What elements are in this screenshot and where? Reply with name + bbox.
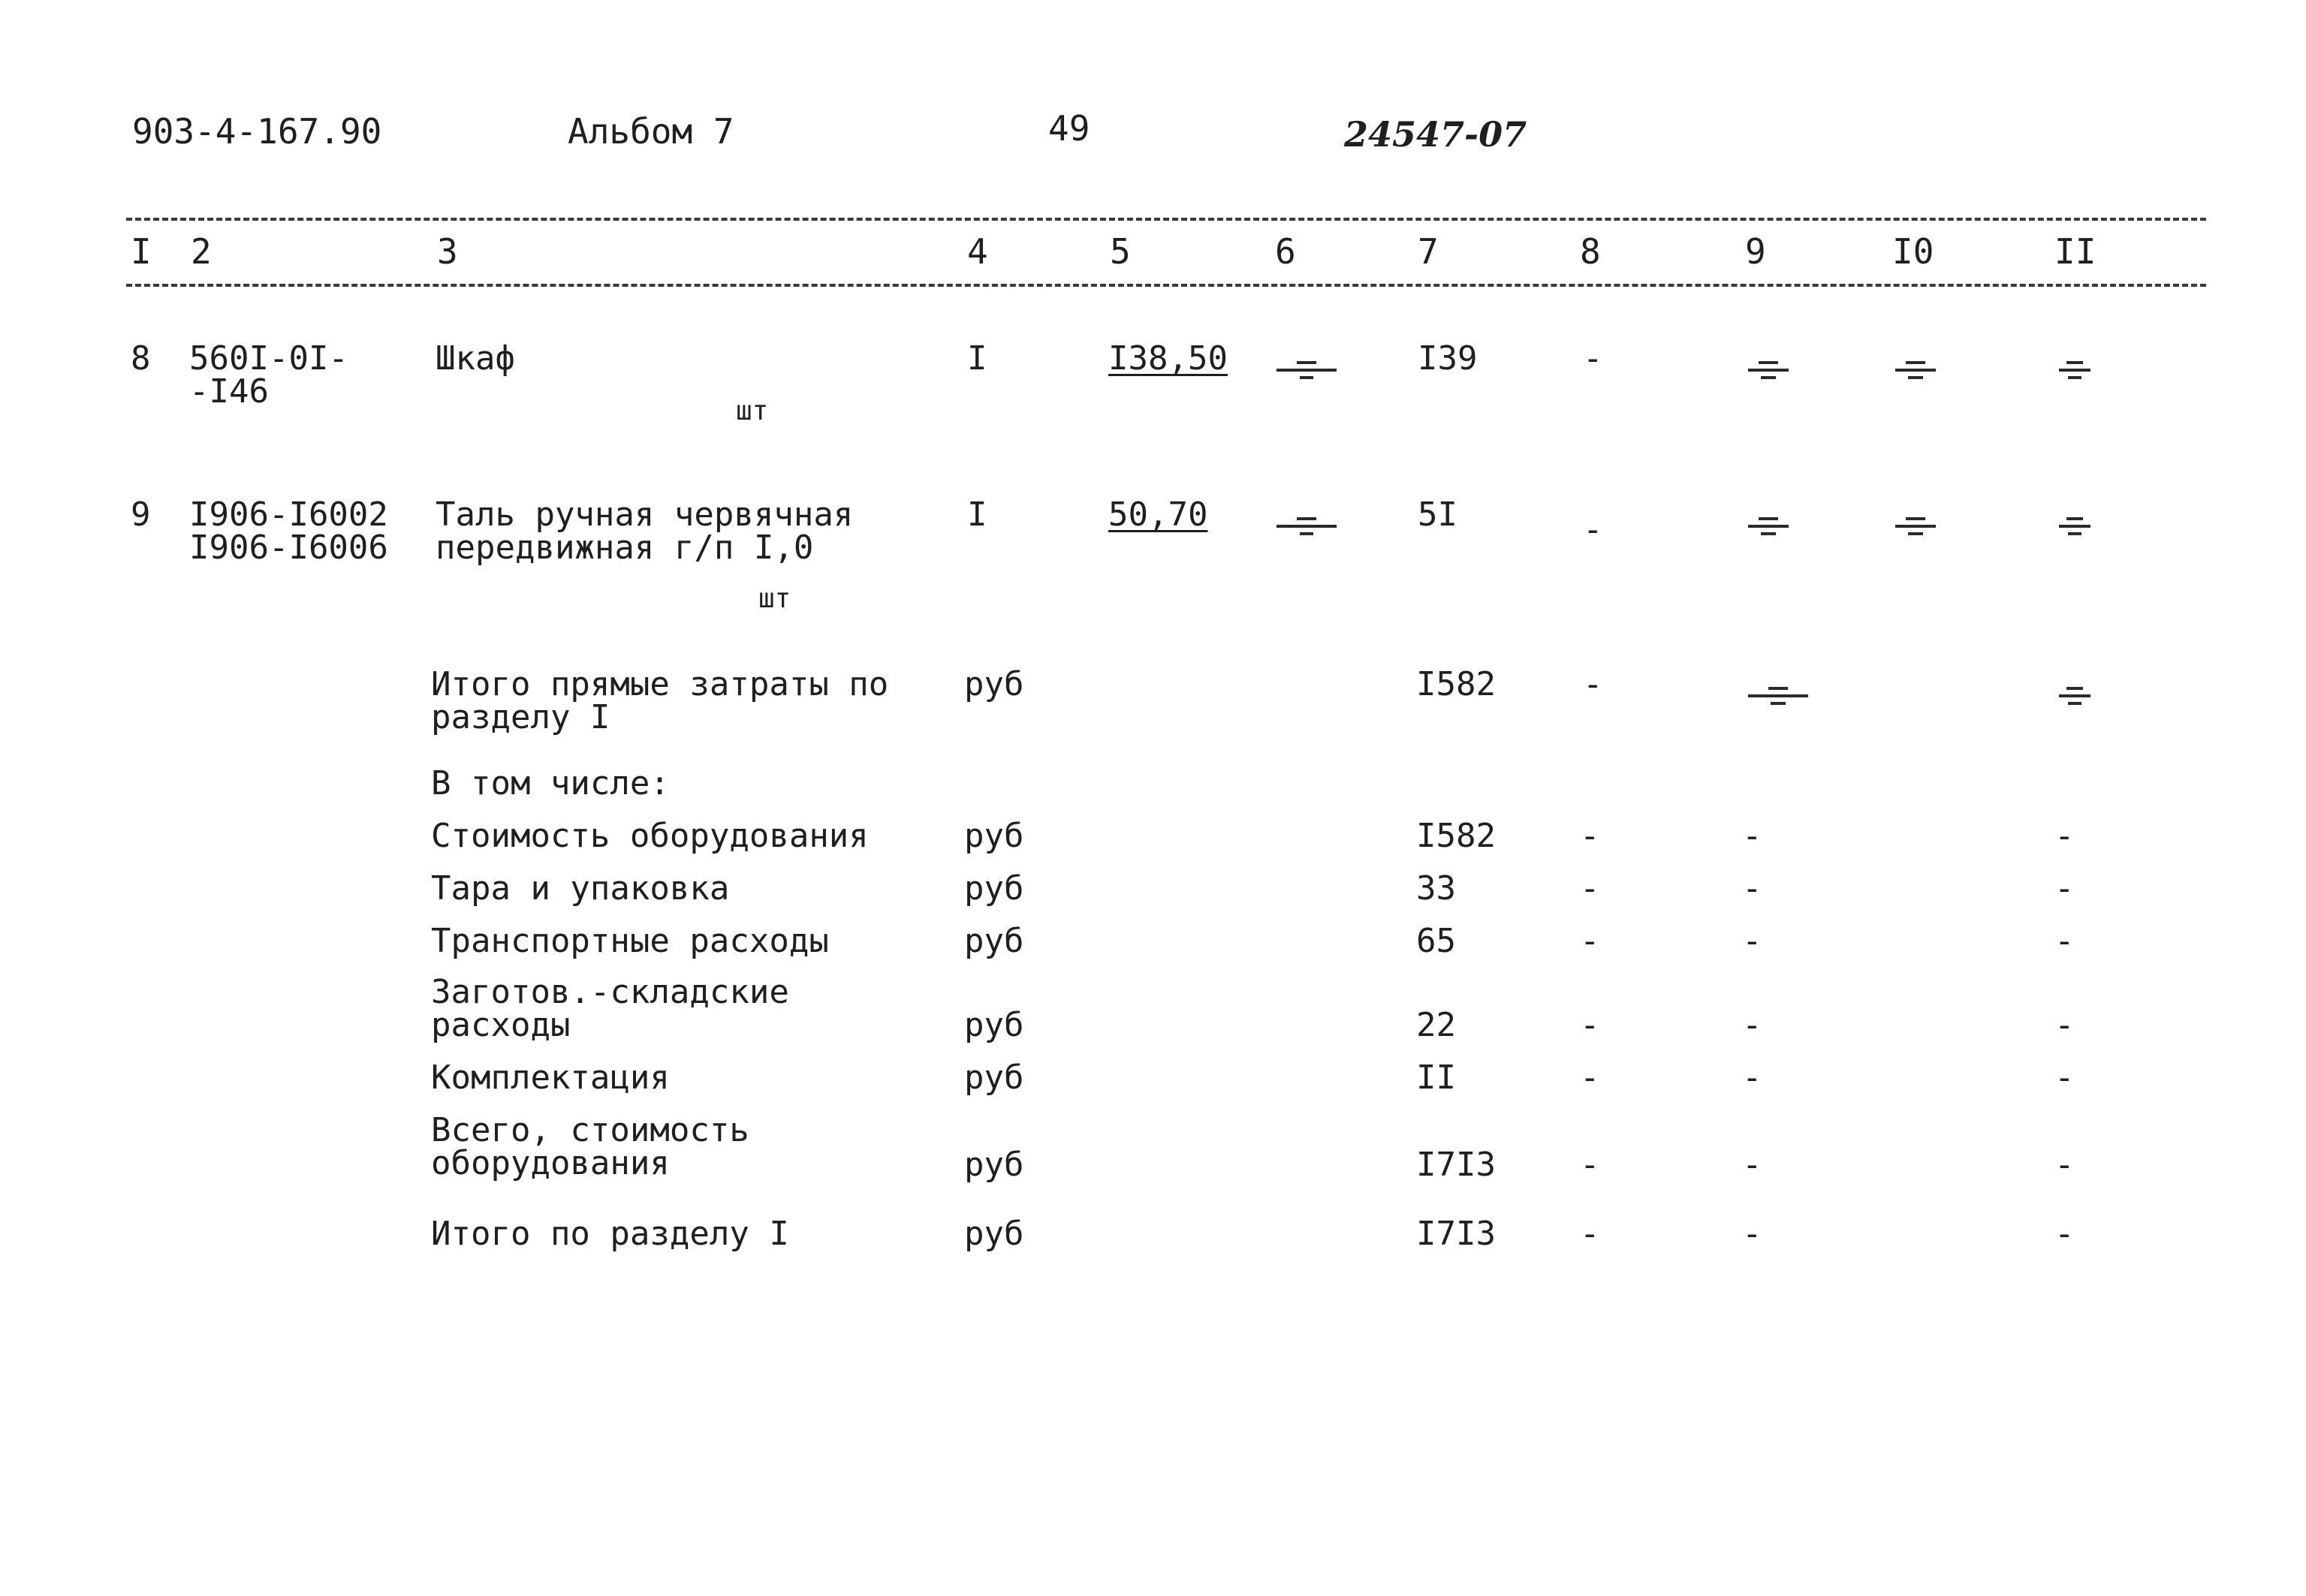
item-unit-price: I38,50 [1108, 339, 1228, 378]
table-top-rule [126, 218, 2206, 221]
column-header: I0 [1892, 231, 1934, 272]
empty-cell-dash: - [1742, 922, 1762, 960]
column-header: II [2054, 231, 2097, 272]
summary-label: разделу I [431, 698, 610, 736]
empty-cell-dash: - [1580, 817, 1600, 855]
summary-value: I7I3 [1416, 1215, 1496, 1253]
column-header: 5 [1110, 231, 1131, 272]
item-unit: шт [736, 396, 769, 426]
empty-cell-dash: - [1580, 922, 1600, 960]
document-code: 903-4-167.90 [132, 111, 382, 152]
item-total: I39 [1418, 339, 1478, 378]
summary-unit: руб [964, 1006, 1024, 1044]
summary-unit: руб [964, 1146, 1024, 1184]
empty-cell-dash: - [1580, 1146, 1600, 1184]
summary-unit: руб [964, 922, 1024, 960]
summary-value: 65 [1416, 922, 1456, 960]
empty-cell-dash: - [2054, 1215, 2075, 1253]
summary-label: Комплектация [431, 1058, 670, 1097]
item-name: передвижная г/п I,0 [436, 528, 814, 567]
summary-label: Тара и упаковка [431, 869, 730, 908]
ditto-mark-icon [2059, 685, 2090, 707]
column-header: 8 [1580, 231, 1601, 272]
ditto-mark-icon [1748, 685, 1808, 707]
column-header: 4 [967, 231, 988, 272]
empty-cell-dash: - [1742, 817, 1762, 855]
item-total: 5I [1418, 495, 1457, 534]
empty-cell-dash: - [1580, 869, 1600, 908]
empty-cell-dash: - [1583, 510, 1603, 549]
item-unit-price: 50,70 [1108, 495, 1208, 534]
item-name: Шкаф [436, 339, 515, 378]
empty-cell-dash: - [1580, 1006, 1600, 1044]
empty-cell-dash: - [1580, 1058, 1600, 1097]
empty-cell-dash: - [1742, 1058, 1762, 1097]
empty-cell-dash: - [2054, 1058, 2075, 1097]
summary-label: Итого по разделу I [431, 1215, 789, 1253]
empty-cell-dash: - [2054, 869, 2075, 908]
column-header: 9 [1745, 231, 1766, 272]
ditto-mark-icon [1277, 515, 1337, 538]
empty-cell-dash: - [1583, 339, 1603, 378]
item-quantity: I [967, 339, 987, 378]
ditto-mark-icon [1748, 359, 1789, 381]
summary-unit: руб [964, 1058, 1024, 1097]
ditto-mark-icon [1748, 515, 1789, 538]
summary-value: I7I3 [1416, 1146, 1496, 1184]
column-header: I [131, 231, 152, 272]
summary-unit: руб [964, 1215, 1024, 1253]
item-name: Таль ручная червячная [436, 495, 854, 534]
summary-label: оборудования [431, 1144, 670, 1182]
empty-cell-dash: - [2054, 922, 2075, 960]
summary-value: 33 [1416, 869, 1456, 908]
item-code: I906-I6006 [189, 528, 388, 567]
summary-value: I582 [1416, 665, 1496, 703]
empty-cell-dash: - [1742, 1006, 1762, 1044]
summary-label: Итого прямые затраты по [431, 665, 889, 703]
doc-number-handwritten: 24547-07 [1344, 114, 1527, 155]
summary-unit: руб [964, 869, 1024, 908]
item-code: 560I-0I- [189, 339, 348, 378]
row-number: 9 [131, 495, 151, 534]
summary-value: I582 [1416, 817, 1496, 855]
summary-unit: руб [964, 817, 1024, 855]
summary-label: Стоимость оборудования [431, 817, 869, 855]
empty-cell-dash: - [1742, 1215, 1762, 1253]
column-header: 6 [1275, 231, 1296, 272]
summary-value: II [1416, 1058, 1456, 1097]
column-header: 3 [437, 231, 458, 272]
empty-cell-dash: - [1742, 1146, 1762, 1184]
table-header-rule [126, 284, 2206, 287]
page-number: 49 [1048, 108, 1090, 149]
summary-label: Заготов.-складские [431, 973, 789, 1011]
empty-cell-dash: - [1583, 665, 1603, 703]
item-code: I906-I6002 [189, 495, 388, 534]
ditto-mark-icon [2059, 359, 2090, 381]
row-number: 8 [131, 339, 151, 378]
item-quantity: I [967, 495, 987, 534]
including-label: В том числе: [431, 764, 670, 803]
item-unit: шт [758, 583, 791, 614]
item-code: -I46 [189, 372, 269, 411]
empty-cell-dash: - [1742, 869, 1762, 908]
ditto-mark-icon [1277, 359, 1337, 381]
column-header: 7 [1418, 231, 1439, 272]
ditto-mark-icon [1895, 359, 1936, 381]
summary-label: Всего, стоимость [431, 1111, 749, 1149]
empty-cell-dash: - [2054, 1146, 2075, 1184]
summary-label: расходы [431, 1006, 571, 1044]
empty-cell-dash: - [2054, 817, 2075, 855]
summary-value: 22 [1416, 1006, 1456, 1044]
ditto-mark-icon [2059, 515, 2090, 538]
column-header: 2 [191, 231, 212, 272]
summary-unit: руб [964, 665, 1024, 703]
album-label: Альбом 7 [568, 111, 734, 152]
ditto-mark-icon [1895, 515, 1936, 538]
empty-cell-dash: - [1580, 1215, 1600, 1253]
empty-cell-dash: - [2054, 1006, 2075, 1044]
summary-label: Транспортные расходы [431, 922, 829, 960]
